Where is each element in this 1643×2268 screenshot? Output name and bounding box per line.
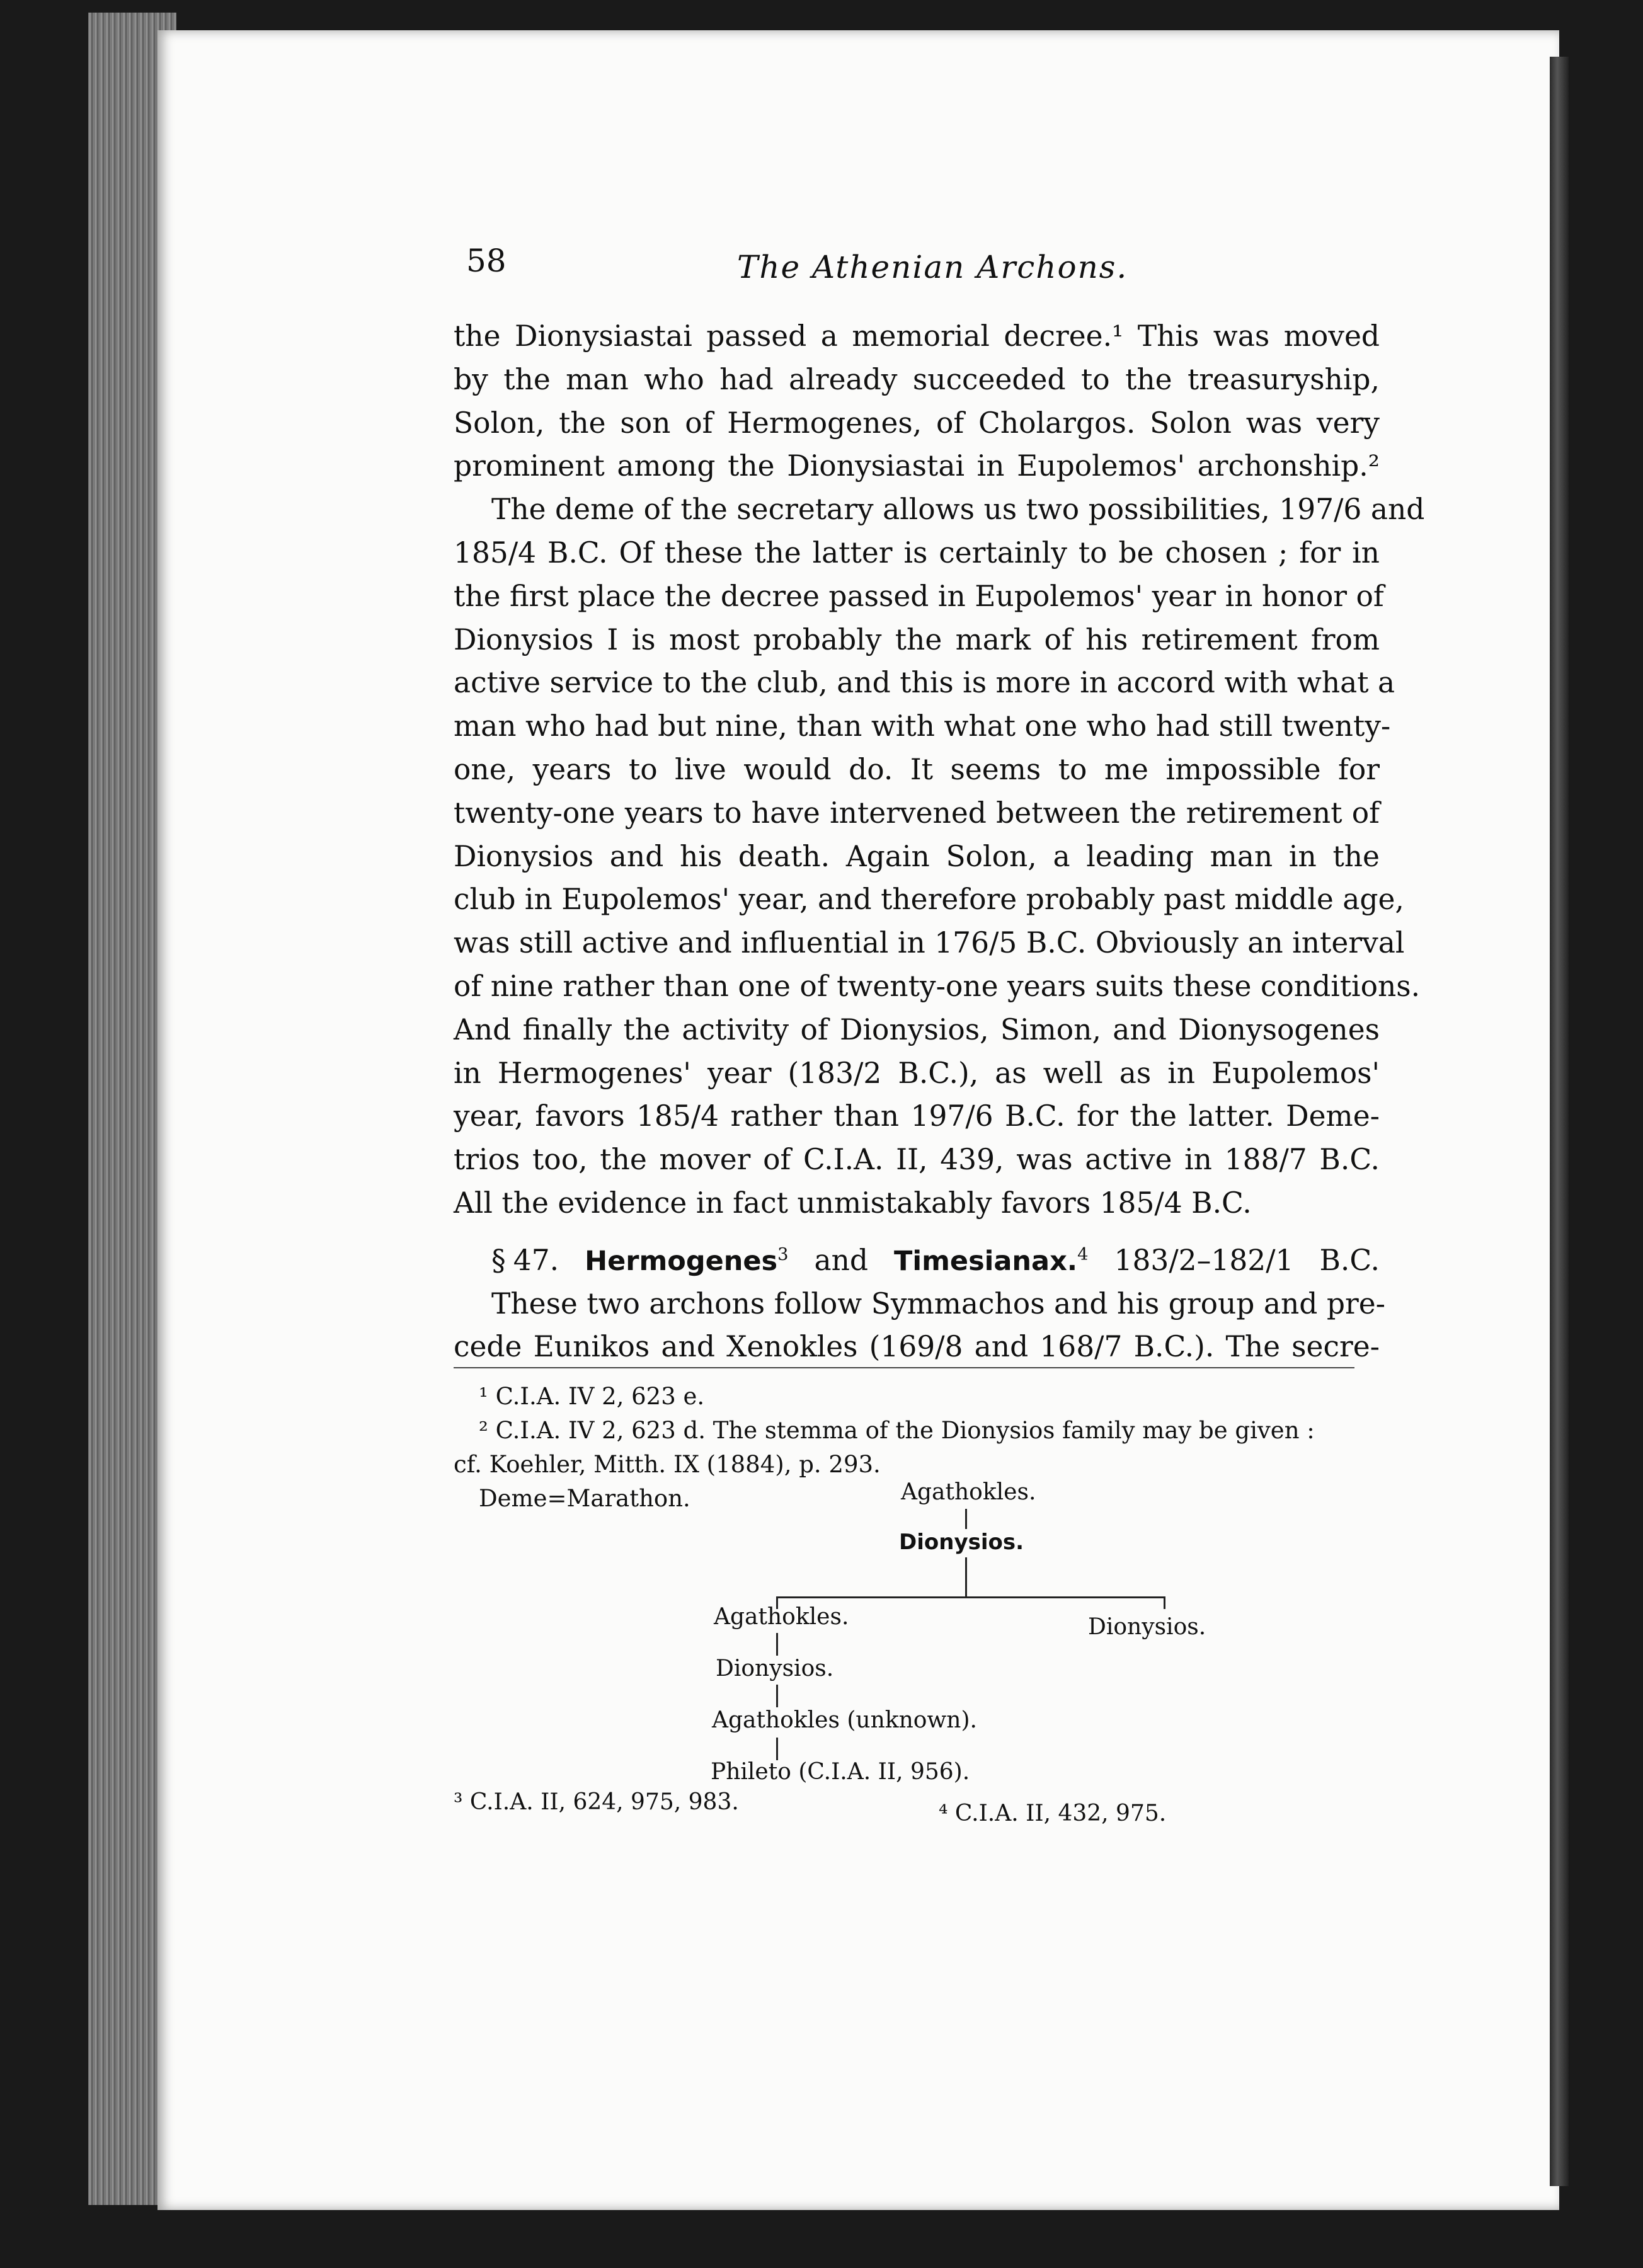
stemma-connector xyxy=(1164,1596,1165,1609)
conjunction: and xyxy=(814,1243,869,1277)
deme-note: Deme=Marathon. xyxy=(479,1485,690,1512)
section-dates: 183/2–182/1 B.C. xyxy=(1114,1243,1380,1277)
text-line: by the man who had already succeeded to the treasuryship, xyxy=(454,362,1380,396)
footnote-3: ³ C.I.A. II, 624, 975, 983. xyxy=(454,1789,739,1815)
stemma-connector xyxy=(776,1633,778,1656)
text-line: Dionysios and his death. Again Solon, a leading man in the xyxy=(454,839,1380,873)
text-line: Dionysios I is most probably the mark of his retirement from xyxy=(454,622,1380,656)
stemma-connector xyxy=(965,1509,967,1529)
text-line: prominent among the Dionysiastai in Eupolemos' archonship.² xyxy=(454,449,1380,483)
stemma-main: Dionysios. xyxy=(899,1530,1024,1555)
stemma-branch xyxy=(776,1596,1165,1598)
text-line: active service to the club, and this is more in accord with what a xyxy=(454,666,1395,700)
section-sign: § xyxy=(491,1243,506,1277)
text-line: of nine rather than one of twenty-one years suits these conditions. xyxy=(454,969,1421,1003)
footnote-2-cont: cf. Koehler, Mitth. IX (1884), p. 293. xyxy=(454,1451,881,1478)
text-line: was still active and influential in 176/5 B.C. Obviously an interval xyxy=(454,926,1405,960)
stemma-connector xyxy=(965,1557,967,1596)
footnote-2: ² C.I.A. IV 2, 623 d. The stemma of the Dionysios family may be given : xyxy=(479,1417,1315,1444)
text-line: 185/4 B.C. Of these the latter is certainly to be chosen ; for in xyxy=(454,536,1380,570)
footnote-ref: 3 xyxy=(777,1244,789,1264)
body-text xyxy=(454,315,1425,1369)
stemma-root: Agathokles. xyxy=(901,1479,1036,1505)
stemma-connector xyxy=(776,1685,778,1707)
archon-name: Hermogenes xyxy=(585,1245,778,1277)
footnote-4: ⁴ C.I.A. II, 432, 975. xyxy=(939,1801,1167,1826)
stemma-connector xyxy=(776,1738,778,1760)
text-line: cede Eunikos and Xenokles (169/8 and 168/7 B.C.). The secre- xyxy=(454,1330,1380,1364)
right-gutter-shadow xyxy=(1550,57,1569,2186)
stemma-last: Phileto (C.I.A. II, 956). xyxy=(711,1759,970,1785)
stemma-great-grandson: Agathokles (unknown). xyxy=(712,1707,977,1733)
text-line: And finally the activity of Dionysios, Simon, and Dionysogenes xyxy=(454,1012,1380,1046)
text-line: All the evidence in fact unmistakably favors 185/4 B.C. xyxy=(454,1186,1252,1220)
footnote-ref: 4 xyxy=(1077,1244,1089,1264)
section-number: 47. xyxy=(513,1243,559,1277)
running-title: The Athenian Archons. xyxy=(737,249,1128,285)
text-line: Solon, the son of Hermogenes, of Cholargos. Solon was very xyxy=(454,406,1380,440)
text-line: the Dionysiastai passed a memorial decree.¹ This was moved xyxy=(454,319,1380,353)
running-head xyxy=(454,243,1380,293)
archon-name: Timesianax. xyxy=(894,1245,1078,1277)
text-line: year, favors 185/4 rather than 197/6 B.C. for the latter. Deme- xyxy=(454,1099,1380,1133)
text-line: twenty-one years to have intervened between the retirement of xyxy=(454,796,1380,830)
footnote-rule xyxy=(454,1367,1354,1368)
text-line: man who had but nine, than with what one who had still twenty- xyxy=(454,709,1391,743)
text-line: the first place the decree passed in Eupolemos' year in honor of xyxy=(454,579,1384,613)
text-line: trios too, the mover of C.I.A. II, 439, was active in 188/7 B.C. xyxy=(454,1143,1380,1177)
text-line: one, years to live would do. It seems to me impossible for xyxy=(454,752,1380,786)
page-number: 58 xyxy=(466,243,507,279)
section-heading xyxy=(454,1239,1380,1283)
text-line: These two archons follow Symmachos and his group and pre- xyxy=(491,1286,1386,1320)
footnote-1: ¹ C.I.A. IV 2, 623 e. xyxy=(479,1383,705,1410)
text-line: club in Eupolemos' year, and therefore probably past middle age, xyxy=(454,883,1404,917)
stemma-left-child: Agathokles. xyxy=(714,1604,849,1630)
stemma-right-child: Dionysios. xyxy=(1088,1614,1206,1640)
stemma-grandson: Dionysios. xyxy=(716,1656,834,1681)
text-line: The deme of the secretary allows us two possibilities, 197/6 and xyxy=(491,493,1425,527)
text-line: in Hermogenes' year (183/2 B.C.), as well as in Eupolemos' xyxy=(454,1056,1380,1090)
